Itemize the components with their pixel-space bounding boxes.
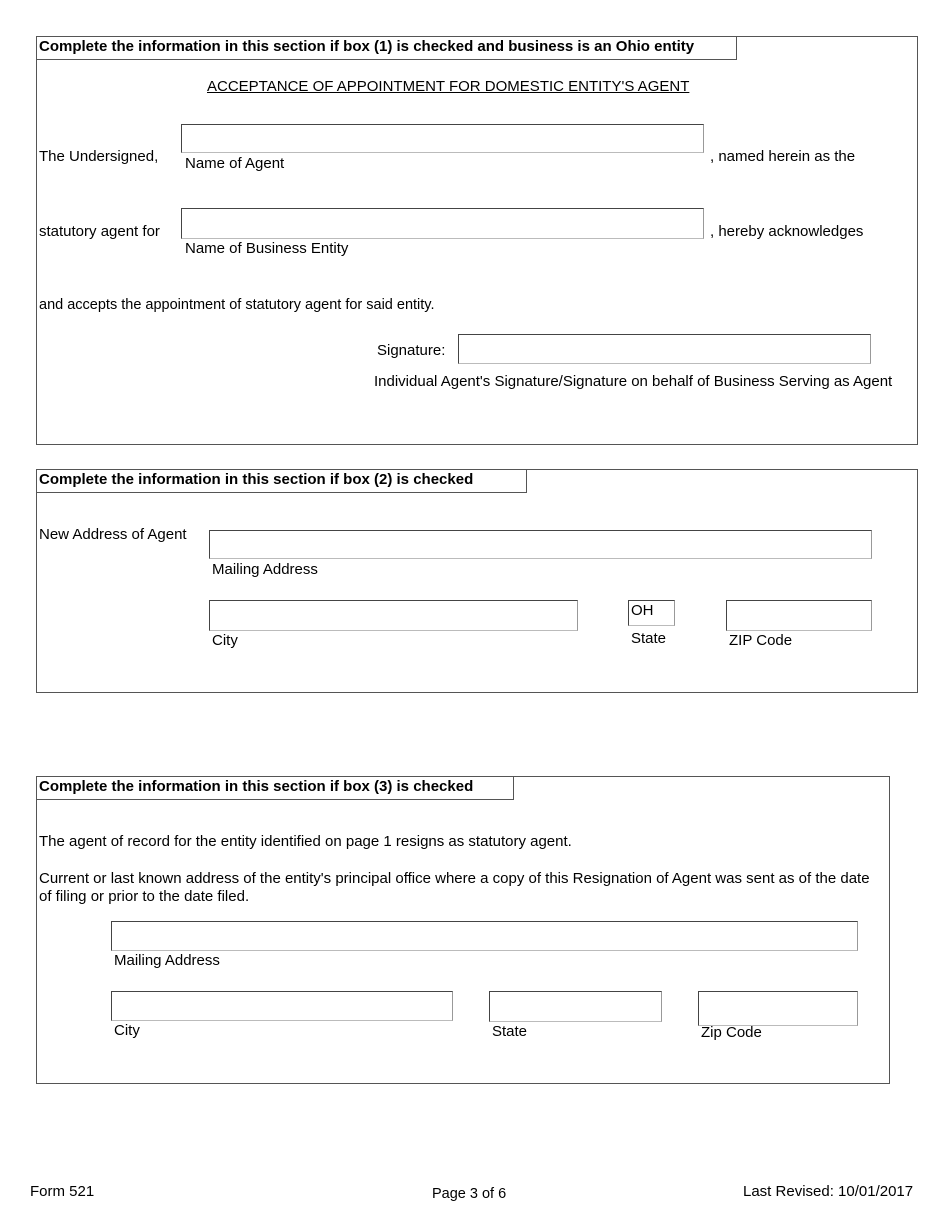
- hereby-acknowledges-text: , hereby acknowledges: [710, 223, 864, 240]
- office-mailing-address-field[interactable]: [111, 921, 858, 951]
- office-zip-field[interactable]: [698, 991, 858, 1026]
- signature-label: Signature:: [377, 342, 446, 359]
- office-zip-caption: Zip Code: [701, 1024, 762, 1041]
- agent-city-field[interactable]: [209, 600, 578, 631]
- accepts-appointment-text: and accepts the appointment of statutory agent for said entity.: [39, 297, 435, 313]
- section-new-address: [36, 469, 918, 693]
- agent-name-caption: Name of Agent: [185, 155, 285, 172]
- office-city-caption: City: [114, 1022, 140, 1039]
- undersigned-label: The Undersigned,: [39, 148, 159, 165]
- office-state-caption: State: [492, 1023, 528, 1040]
- section-ohio-entity: [36, 36, 918, 445]
- last-revised: Last Revised: 10/01/2017: [743, 1183, 914, 1200]
- business-entity-caption: Name of Business Entity: [185, 240, 349, 257]
- section1-header: Complete the information in this section if box (1) is checked and business is an Ohio entity: [37, 37, 737, 60]
- office-city-field[interactable]: [111, 991, 453, 1021]
- page-number: Page 3 of 6: [432, 1186, 507, 1202]
- section2-header: Complete the information in this section if box (2) is checked: [37, 470, 527, 493]
- agent-mailing-address-field[interactable]: [209, 530, 872, 559]
- agent-zip-caption: ZIP Code: [729, 632, 793, 649]
- signature-caption: Individual Agent's Signature/Signature on behalf of Business Serving as Agent: [374, 373, 893, 390]
- office-mailing-address-caption: Mailing Address: [114, 952, 220, 969]
- named-herein-text: , named herein as the: [710, 148, 856, 165]
- signature-field[interactable]: [458, 334, 871, 364]
- agent-mailing-address-caption: Mailing Address: [212, 561, 318, 578]
- section1-title: ACCEPTANCE OF APPOINTMENT FOR DOMESTIC ENTITY'S AGENT: [207, 78, 690, 95]
- principal-office-text: Current or last known address of the entity's principal office where a copy of this Resignation of Agent was sent as of the date of filing or prior to the date filed.: [39, 870, 870, 905]
- business-entity-field[interactable]: [181, 208, 704, 239]
- form-number: Form 521: [30, 1183, 95, 1200]
- agent-state-field[interactable]: OH: [628, 600, 675, 626]
- agent-state-caption: State: [631, 630, 667, 647]
- agent-name-field[interactable]: [181, 124, 704, 153]
- section3-header: Complete the information in this section if box (3) is checked: [37, 777, 514, 800]
- new-address-label: New Address of Agent: [39, 526, 187, 543]
- statutory-agent-for-label: statutory agent for: [39, 223, 160, 240]
- resigns-text: The agent of record for the entity identified on page 1 resigns as statutory agent.: [39, 833, 572, 850]
- section-resignation: [36, 776, 890, 1084]
- agent-city-caption: City: [212, 632, 238, 649]
- agent-zip-field[interactable]: [726, 600, 872, 631]
- office-state-field[interactable]: [489, 991, 662, 1022]
